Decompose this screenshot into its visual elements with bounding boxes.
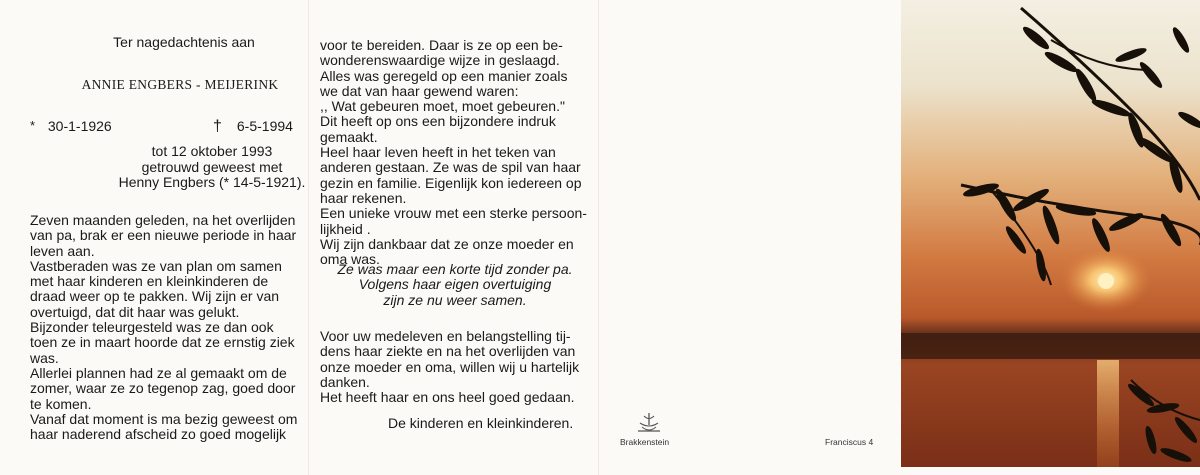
marriage-line: getrouwd geweest met — [141, 158, 283, 175]
text-line: Zeven maanden geleden, na het overlijden — [30, 212, 296, 228]
birth-star-icon: * — [30, 118, 36, 133]
text-line: haar naderend afscheid zo goed mogelijk — [30, 426, 287, 443]
marriage-line: tot 12 oktober 1993 — [151, 143, 273, 159]
closing-signature: De kinderen en kleinkinderen. — [388, 415, 574, 431]
text-line: Voor uw medeleven en belangstelling tij- — [320, 328, 571, 344]
marriage-line: Henny Engbers (* 14-5-1921). — [118, 174, 306, 190]
text-line: dens haar ziekte en na het overlijden van — [320, 343, 576, 360]
text-line: Heel haar leven heeft in het teken van — [320, 144, 556, 161]
text-line: ,, Wat gebeuren moet, moet gebeuren." — [320, 98, 565, 115]
birth-date: 30-1-1926 — [47, 118, 112, 134]
text-line: voor te bereiden. Daar is ze op een be- — [320, 37, 563, 53]
text-line: lijkheid . — [320, 220, 371, 237]
fold-line — [598, 0, 599, 475]
text-line: Allerlei plannen had ze al gemaakt om de — [30, 364, 287, 381]
death-line — [213, 118, 293, 136]
text-line: Vastberaden was ze van plan om samen — [30, 257, 282, 274]
text-line: anderen gestaan. Ze was de spil van haar — [320, 159, 581, 176]
text-line: we dat van haar gewend waren: — [320, 82, 519, 99]
text-line: Alles was geregeld op een manier zoals — [320, 67, 568, 84]
text-line: Een unieke vrouw met een sterke persoon- — [320, 205, 587, 222]
text-line: onze moeder en oma, willen wij u hartelijk — [320, 358, 580, 375]
middle-body-text — [320, 38, 590, 267]
text-line: gezin en familie. Eigenlijk kon iedereen op — [320, 174, 582, 191]
intro-heading: Ter nagedachtenis aan — [113, 34, 255, 50]
death-cross-icon: † — [213, 118, 222, 135]
left-panel — [22, 0, 306, 475]
verse-line: Ze was maar een korte tijd zonder pa. — [337, 261, 573, 277]
text-line: haar rekenen. — [320, 189, 407, 206]
sunset-image — [901, 0, 1200, 467]
middle-panel — [316, 0, 592, 475]
sunset-photo — [901, 0, 1200, 467]
text-line: wonderenswaardige wijze in geslaagd. — [320, 52, 560, 69]
verse-line: Volgens haar eigen overtuiging — [358, 276, 552, 293]
thanks-text — [320, 329, 590, 405]
text-line: was. — [30, 349, 59, 366]
text-line: van pa, brak er een nieuwe periode in haar — [30, 227, 297, 244]
text-line: met haar kinderen en kleinkinderen de — [30, 273, 269, 290]
text-line: zomer, waar ze zo tegenop zag, goed door — [30, 380, 296, 397]
death-date: 6-5-1994 — [236, 118, 293, 134]
back-panel — [600, 0, 900, 475]
verse-line: zijn ze nu weer samen. — [383, 291, 527, 308]
text-line: danken. — [320, 373, 370, 390]
text-line: overtuigd, dat dit haar was gelukt. — [30, 303, 240, 320]
birth-line — [30, 118, 112, 134]
text-line: oma was. — [320, 251, 380, 268]
card-number: Franciscus 4 — [825, 437, 874, 447]
text-line: Vanaf dat moment is ma bezig geweest om — [30, 410, 298, 427]
text-line: gemaakt. — [320, 128, 378, 145]
publisher-name: Brakkenstein — [620, 437, 670, 447]
deceased-name: ANNIE ENGBERS - MEIJERINK — [81, 77, 279, 92]
left-body-text — [30, 213, 308, 442]
fold-line — [308, 0, 309, 475]
text-line: Bijzonder teleurgesteld was ze dan ook — [30, 319, 274, 336]
text-line: draad weer op te pakken. Wij zijn er van — [30, 288, 280, 305]
text-line: toen ze in maart hoorde dat ze ernstig ziek — [30, 334, 295, 351]
text-line: Dit heeft op ons een bijzondere indruk — [320, 113, 556, 130]
marriage-info — [102, 144, 322, 191]
text-line: Het heeft haar en ons heel goed gedaan. — [320, 389, 575, 406]
text-line: Wij zijn dankbaar dat ze onze moeder en — [320, 235, 574, 252]
text-line: te komen. — [30, 395, 92, 412]
text-line: leven aan. — [30, 242, 95, 259]
italic-verse — [324, 262, 586, 308]
brakkenstein-logo-icon — [636, 412, 662, 434]
